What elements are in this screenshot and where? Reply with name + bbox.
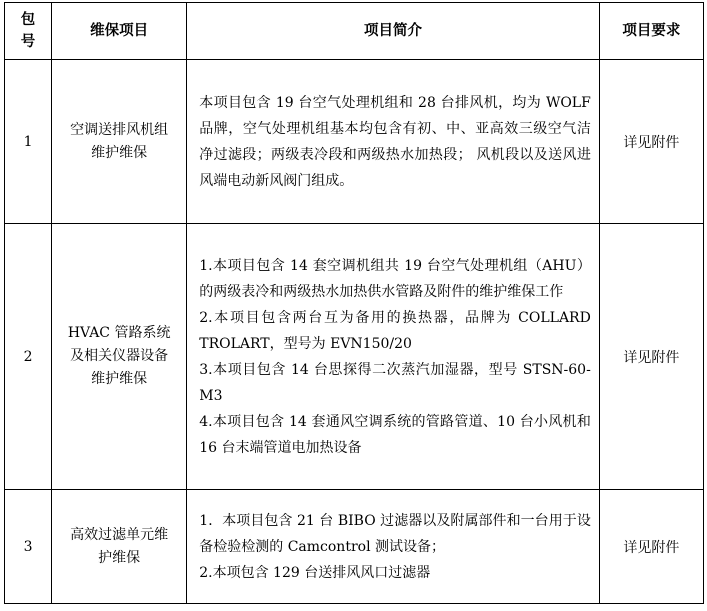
header-item: 维保项目	[52, 3, 187, 60]
item-cell: 空调送排风机组维护维保	[52, 60, 187, 224]
intro-cell: 1．本项目包含 21 台 BIBO 过滤器以及附属部件和一台用于设备检验检测的 Camcontrol 测试设备； 2.本项包含 129 台送排风风口过滤器	[187, 490, 600, 604]
header-pkg: 包号	[5, 3, 52, 60]
header-req: 项目要求	[599, 3, 703, 60]
item-cell: HVAC 管路系统及相关仪器设备维护维保	[52, 224, 187, 490]
item-cell: 高效过滤单元维护维保	[52, 490, 187, 604]
table-row	[5, 224, 704, 490]
req-cell: 详见附件	[599, 60, 703, 224]
req-cell: 详见附件	[599, 490, 703, 604]
table-row	[5, 60, 704, 224]
intro-cell: 1.本项目包含 14 套空调机组共 19 台空气处理机组（AHU）的两级表冷和两级热水加热供水管路及附件的维护维保工作 2.本项目包含两台互为备用的换热器，品牌为 COLLARD TROLART，型号为 EVN150/20 3.本项目包含 14 台思探得二次蒸汽加湿器，型号 STSN-60-M3 4.本项目包含 14 套通风空调系统的管路管道、10 台小风机和 16 台末端管道电加热设备	[187, 224, 600, 490]
header-intro: 项目简介	[187, 3, 600, 60]
pkg-cell: 2	[5, 224, 52, 490]
pkg-cell: 1	[5, 60, 52, 224]
intro-cell: 本项目包含 19 台空气处理机组和 28 台排风机，均为 WOLF 品牌，空气处理机组基本均包含有初、中、亚高效三级空气洁净过滤段；两级表冷段和两级热水加热段； 风机段以及送风进风端电动新风阀门组成。	[187, 60, 600, 224]
pkg-cell: 3	[5, 490, 52, 604]
req-cell: 详见附件	[599, 224, 703, 490]
maintenance-table	[4, 2, 704, 604]
header-row	[5, 3, 704, 60]
table-row	[5, 490, 704, 604]
